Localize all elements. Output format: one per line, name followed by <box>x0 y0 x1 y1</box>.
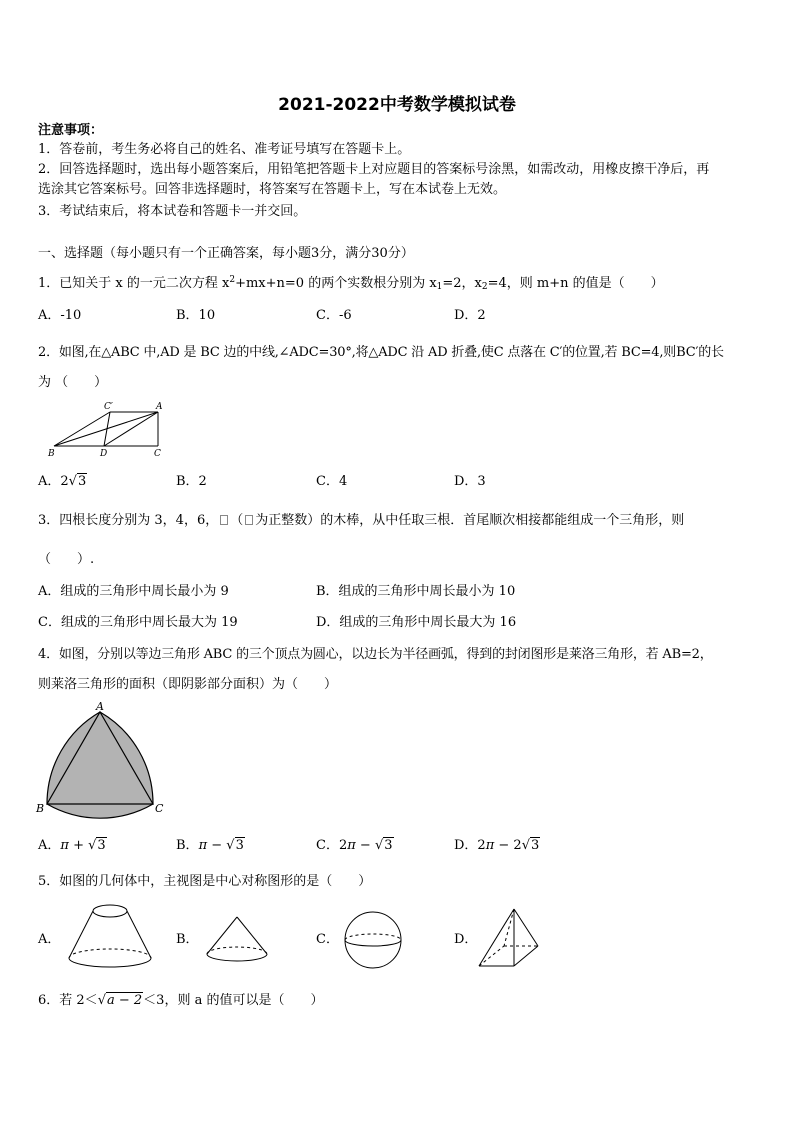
q4-option-c-op: − <box>355 838 375 853</box>
q4-option-d-root: 3 <box>530 838 540 853</box>
q2-label-b: B <box>48 449 55 459</box>
q1-text-c: =2，x <box>442 276 482 291</box>
q1-sub1: 1 <box>436 282 443 292</box>
q1-text-a: 1．已知关于 x 的一元二次方程 x <box>38 276 230 291</box>
q1-text-b: +mx+n=0 的两个实数根分别为 x <box>235 276 437 291</box>
q2-label-c: C <box>154 449 161 459</box>
q4-option-a-pi: π <box>60 838 69 853</box>
q4-label-c: C <box>155 802 164 815</box>
question-2-line2: 为 （ ） <box>38 375 108 390</box>
question-5: 5．如图的几何体中，主视图是中心对称图形的是（ ） <box>38 874 372 889</box>
question-1 <box>38 272 664 295</box>
q4-option-d[interactable]: D．2π − 2√3 <box>454 838 540 853</box>
q4-option-b[interactable]: B．π − √3 <box>176 838 244 853</box>
sphere-icon <box>342 910 404 970</box>
q4-option-c[interactable]: C．2π − √3 <box>316 838 393 853</box>
q2-option-d[interactable]: D．3 <box>454 474 486 489</box>
q5-option-d-label[interactable]: D． <box>454 932 478 947</box>
q4-option-a[interactable]: A．π + √3 <box>38 838 106 853</box>
q5-option-b-label[interactable]: B． <box>176 932 199 947</box>
q1-option-a[interactable]: A．-10 <box>38 308 82 323</box>
q3-text-c: 为正整数）的木棒，从中任取三根．首尾顺次相接都能组成一个三角形，则 <box>255 513 685 528</box>
q6-text-b: ＜3，则 a 的值可以是（ ） <box>143 993 324 1008</box>
question-2-line1: 2．如图,在△ABC 中,AD 是 BC 边的中线,∠ADC=30°,将△ADC 沿 AD 折叠,使C 点落在 C′的位置,若 BC=4,则BC′的长 <box>38 345 724 360</box>
q4-option-c-pi: π <box>347 838 356 853</box>
q2-segment-ba <box>54 412 158 446</box>
frustum-icon <box>64 902 156 968</box>
q3-option-d[interactable]: D．组成的三角形中周长最大为 16 <box>316 615 517 630</box>
question-3-line1 <box>38 513 684 529</box>
q4-option-a-prefix: A． <box>38 838 61 853</box>
q2-triangle-figure <box>46 400 176 460</box>
q4-option-d-pi: π <box>485 838 495 853</box>
q3-text-b: （ <box>230 513 244 528</box>
q3-option-a[interactable]: A．组成的三角形中周长最小为 9 <box>38 584 229 599</box>
q5-option-c-label[interactable]: C． <box>316 932 339 947</box>
q1-option-c[interactable]: C．-6 <box>316 308 352 323</box>
q6-text-a: 6．若 2＜ <box>38 993 98 1008</box>
notice-item-2-cont: 选涂其它答案标号。回答非选择题时，将答案写在答题卡上，写在本试卷上无效。 <box>38 182 507 197</box>
q1-text-d: =4，则 m+n 的值是（ ） <box>487 276 664 291</box>
page-title: 2021-2022中考数学模拟试卷 <box>278 95 516 115</box>
question-6: 6．若 2＜√a − 2＜3，则 a 的值可以是（ ） <box>38 993 324 1008</box>
q2-label-d: D <box>100 449 108 459</box>
q3-text-a: 3．四根长度分别为 3，4，6， <box>38 513 219 528</box>
q3-option-b[interactable]: B．组成的三角形中周长最小为 10 <box>316 584 516 599</box>
q2-option-a-prefix: A．2 <box>38 474 69 489</box>
q2-option-a[interactable]: A．2√3 <box>38 474 87 489</box>
section-heading: 一、选择题（每小题只有一个正确答案，每小题3分，满分30分） <box>38 246 414 261</box>
q1-sup: 2 <box>229 275 236 285</box>
q6-root: a − 2 <box>106 993 143 1008</box>
q2-option-b[interactable]: B．2 <box>176 474 207 489</box>
missing-variable-icon-2 <box>245 515 253 525</box>
question-3-line2: （ ）. <box>38 552 95 567</box>
notice-item-1: 1．答卷前，考生务必将自己的姓名、准考证号填写在答题卡上。 <box>38 142 411 157</box>
q4-option-d-op: − 2 <box>494 838 522 853</box>
q4-option-c-root: 3 <box>384 838 393 853</box>
q4-option-b-pi: π <box>198 838 208 853</box>
missing-variable-icon <box>220 515 228 525</box>
q2-label-a: A <box>156 402 163 412</box>
q4-reuleaux-shape <box>47 712 153 818</box>
q4-option-a-root: 3 <box>97 838 106 853</box>
q4-option-b-root: 3 <box>235 838 244 853</box>
q2-option-c[interactable]: C．4 <box>316 474 348 489</box>
q4-option-d-prefix: D．2 <box>454 838 486 853</box>
q3-option-c[interactable]: C．组成的三角形中周长最大为 19 <box>38 615 238 630</box>
q4-reuleaux-figure <box>36 700 176 820</box>
q5-option-a-label[interactable]: A． <box>38 932 61 947</box>
q4-option-a-op: + <box>68 838 89 853</box>
notice-item-3: 3．考试结束后，将本试卷和答题卡一并交回。 <box>38 204 307 219</box>
cone-icon <box>204 914 270 966</box>
notice-item-2: 2．回答选择题时，选出每小题答案后，用铅笔把答题卡上对应题目的答案标号涂黑，如需改动，用橡皮擦干净后，再 <box>38 162 710 177</box>
q2-segment-da <box>104 412 158 446</box>
question-4-line2: 则莱洛三角形的面积（即阴影部分面积）为（ ） <box>38 677 338 692</box>
q4-label-b: B <box>36 802 45 815</box>
question-4-line1: 4．如图，分别以等边三角形 ABC 的三个顶点为圆心，以边长为半径画弧，得到的封闭图形是莱洛三角形，若 AB=2， <box>38 647 713 662</box>
q1-option-d[interactable]: D．2 <box>454 308 486 323</box>
q1-sub2: 2 <box>481 282 488 292</box>
q4-option-b-op: − <box>207 838 227 853</box>
q4-option-b-prefix: B． <box>176 838 199 853</box>
pyramid-icon <box>476 906 542 970</box>
q4-label-a: A <box>96 700 104 713</box>
notice-heading: 注意事项： <box>38 123 104 138</box>
q4-option-c-prefix: C．2 <box>316 838 348 853</box>
q2-label-c-prime: C′ <box>104 402 113 412</box>
q2-segment-bc-prime <box>54 412 110 446</box>
q1-option-b[interactable]: B．10 <box>176 308 216 323</box>
q2-option-a-root: 3 <box>77 474 87 489</box>
